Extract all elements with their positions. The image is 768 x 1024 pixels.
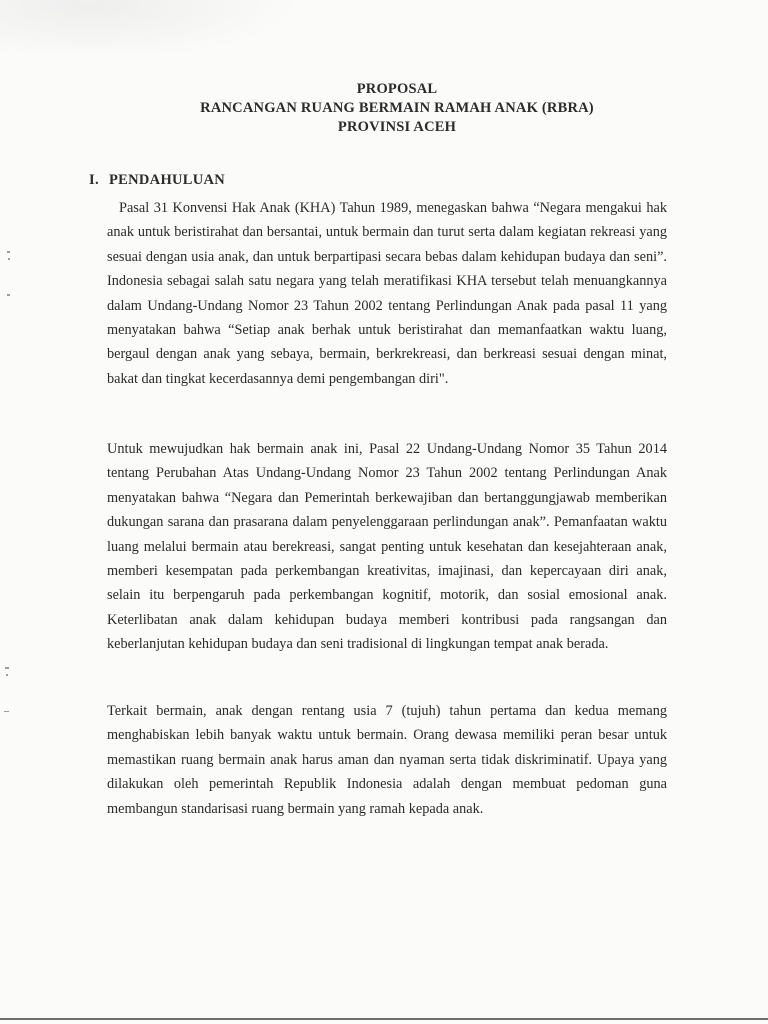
scan-shadow <box>0 0 300 60</box>
paragraph-2 <box>107 437 667 657</box>
scan-speck <box>6 674 8 676</box>
scan-speck <box>7 294 10 296</box>
scan-speck <box>4 711 9 712</box>
section-heading <box>89 172 225 189</box>
page-bottom-edge <box>0 1018 768 1020</box>
paragraph-3-text: Terkait bermain, anak dengan rentang usia 7 (tujuh) tahun pertama dan kedua memang menghabiskan lebih banyak waktu untuk bermain. Orang dewasa memiliki peran besar untuk memastikan ruang bermain anak harus aman dan nyaman serta tidak diskriminatif. Upaya yang dilakukan oleh pemerintah Republik Indonesia adalah dengan membuat pedoman guna membangun standarisasi ruang bermain yang ramah kepada anak. <box>107 703 667 817</box>
scan-speck <box>5 667 9 669</box>
scan-speck <box>7 251 10 253</box>
paragraph-1-text: Pasal 31 Konvensi Hak Anak (KHA) Tahun 1989, menegaskan bahwa “Negara mengakui hak anak untuk beristirahat dan bersantai, untuk bermain dan turut serta dalam kegiatan rekreasi yang sesuai dengan usia anak, dan untuk berpartipasi secara bebas dalam kehidupan budaya dan seni”. Indonesia sebagai salah satu negara yang telah meratifikasi KHA tersebut telah menuangkannya dalam Undang-Undang Nomor 23 Tahun 2002 tentang Perlindungan Anak pada pasal 11 yang menyatakan bahwa “Setiap anak berhak untuk beristirahat dan memanfaatkan waktu luang, bergaul dengan anak yang sebaya, bermain, berkrekreasi, dan berkreasi sesuai dengan minat, bakat dan tingkat kecerdasannya demi pengembangan diri". <box>107 200 667 387</box>
paragraph-2-text: Untuk mewujudkan hak bermain anak ini, Pasal 22 Undang-Undang Nomor 35 Tahun 2014 tentang Perubahan Atas Undang-Undang Nomor 23 Tahun 2002 tentang Perlindungan Anak menyatakan bahwa “Negara dan Pemerintah berkewajiban dan bertanggungjawab memberikan dukungan sarana dan prasarana dalam penyelenggaraan perlindungan anak”. Pemanfaatan waktu luang melalui bermain atau berekreasi, sangat penting untuk kesehatan dan kesejahteraan anak, memberi kesempatan pada perkembangan kreativitas, imajinasi, dan kepercayaan diri anak, selain itu berpengaruh pada perkembangan kognitif, motorik, dan sosial emosional anak. Keterlibatan anak dalam kehidupan budaya memberi kontribusi pada rangsangan dan keberlanjutan kehidupan budaya dan seni tradisional di lingkungan tempat anak berada. <box>107 441 667 653</box>
paragraph-3 <box>107 699 667 821</box>
scan-speck <box>8 258 10 260</box>
title-line-2: RANCANGAN RUANG BERMAIN RAMAH ANAK (RBRA) <box>200 100 594 116</box>
title-line-3: PROVINSI ACEH <box>337 119 457 135</box>
document-title <box>0 80 768 137</box>
section-title: PENDAHULUAN <box>109 172 226 188</box>
section-number: I. <box>89 172 99 188</box>
title-line-1: PROPOSAL <box>356 81 438 97</box>
paragraph-1 <box>107 196 667 391</box>
